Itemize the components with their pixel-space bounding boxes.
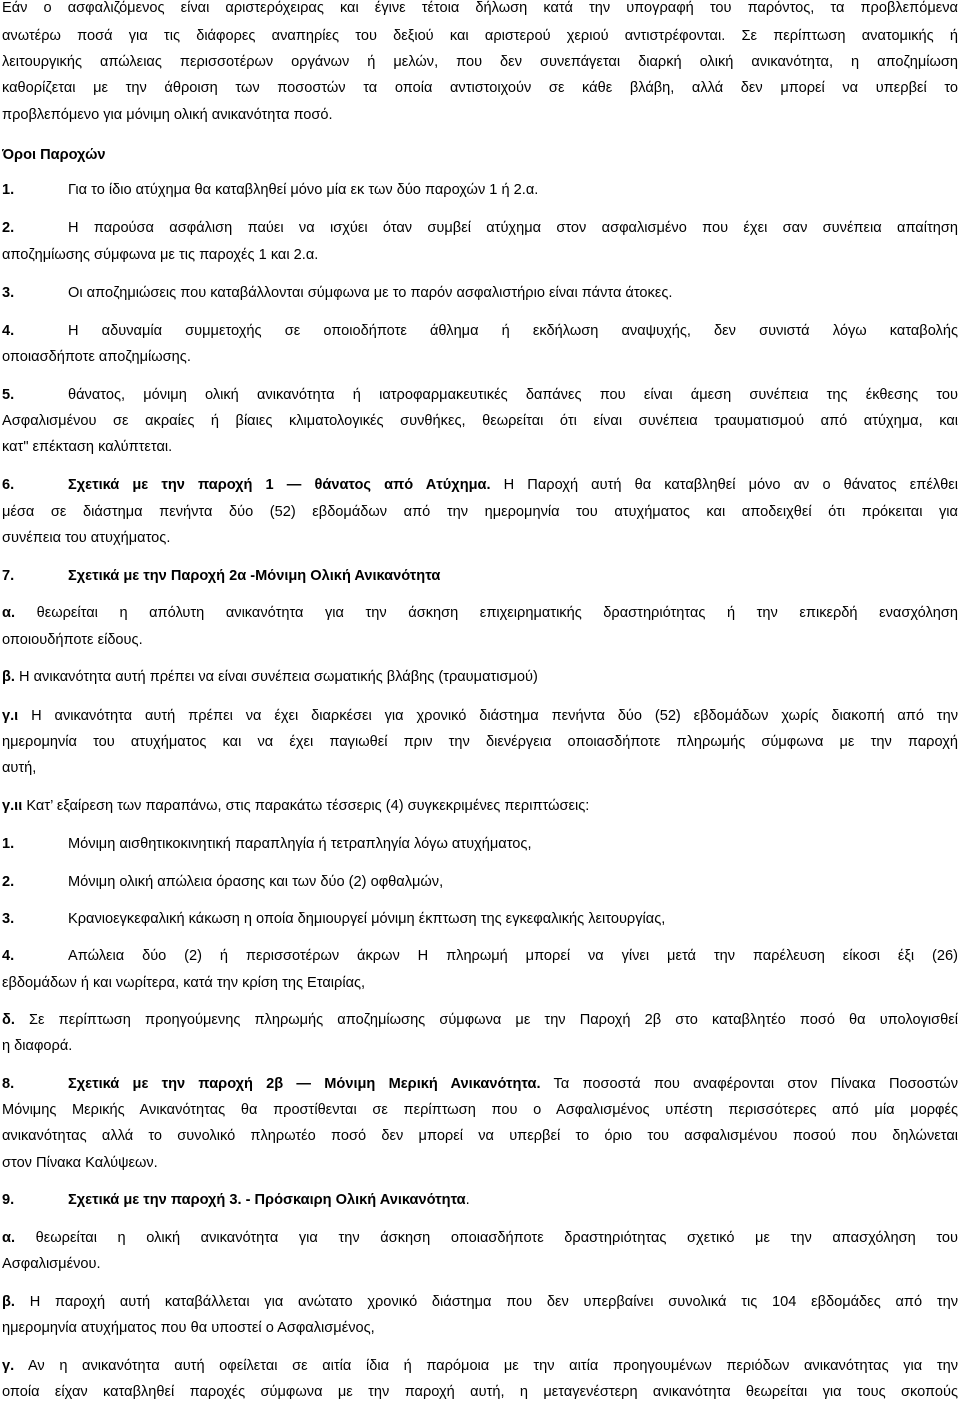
term-5-line-2: Ασφαλισμένου σε ακραίες ή βίαιες κλιματολογικές συνθήκες, θεωρείται ότι είναι συνέπεια τραυματισμού από ατύχημα, και	[2, 413, 958, 429]
term-7-a-line-2: οποιουδήποτε είδους.	[2, 632, 143, 648]
case-3	[2, 909, 958, 929]
case-number: 1.	[2, 836, 15, 852]
term-5	[2, 385, 958, 405]
term-8-line-4: στον Πίνακα Καλύψεων.	[2, 1155, 158, 1171]
intro-line-4: καθορίζεται με την άθροιση των ποσοστών τα οποία αντιστοιχούν σε κάθε βλάβη, αλλά δεν μπορεί να υπερβεί το	[2, 80, 958, 96]
item-text: Αν η ανικανότητα αυτή οφείλεται σε αιτία ίδια ή παρόμοια με την αιτία προηγουμένων περιόδων ανικανότητας για την	[14, 1358, 958, 1374]
term-7	[2, 566, 958, 586]
case-number: 4.	[2, 948, 15, 964]
term-title: Σχετικά με την Παροχή 2α -Μόνιμη Ολική Ανικανότητα	[68, 568, 441, 584]
intro-line-2: ανωτέρω ποσά για τις διάφορες αναπηρίες του δεξιού και αριστερού χεριού αντιστρέφονται. Σε περίπτωση ανατομικής ή	[2, 28, 958, 44]
term-5-line-3: κατ" επέκταση καλύπτεται.	[2, 439, 173, 455]
term-number: 6.	[2, 477, 15, 493]
term-9-a	[2, 1228, 958, 1248]
term-text: θάνατος, μόνιμη ολική ανικανότητα ή ιατροφαρμακευτικές δαπάνες που είναι άμεση συνέπεια της έκθεσης του	[68, 387, 958, 403]
case-4-line-2: εβδομάδων ή και νωρίτερα, κατά την κρίση της Εταιρίας,	[2, 975, 366, 991]
intro-line-5: προβλεπόμενο για μόνιμη ολική ανικανότητα ποσό.	[2, 107, 333, 123]
term-number: 4.	[2, 323, 15, 339]
term-2-line-2: αποζημίωσης σύμφωνα με τις παροχές 1 και 2.α.	[2, 247, 319, 263]
term-8	[2, 1074, 958, 1094]
item-text: Η ανικανότητα αυτή πρέπει να είναι συνέπεια σωματικής βλάβης (τραυματισμού)	[14, 669, 538, 685]
term-7-d	[2, 1010, 958, 1030]
item-label: γ.	[2, 1358, 15, 1374]
term-7-gii	[2, 796, 958, 816]
term-7-gi-line-2: ημερομηνία του ατυχήματος και να έχει παγιωθεί πριν την διενέργεια οποιασδήποτε πληρωμής σύμφωνα με την παροχή	[2, 734, 958, 750]
item-label: α.	[2, 1230, 16, 1246]
term-7-gi-line-3: αυτή,	[2, 760, 37, 776]
case-number: 2.	[2, 874, 15, 890]
item-label: γ.ι	[2, 708, 19, 724]
case-4	[2, 946, 958, 966]
term-title-end: .	[465, 1192, 470, 1208]
term-number: 9.	[2, 1192, 15, 1208]
term-number: 2.	[2, 220, 15, 236]
term-4-line-2: οποιασδήποτε αποζημίωσης.	[2, 349, 191, 365]
term-title: Σχετικά με την παροχή 2β — Μόνιμη Μερική Ανικανότητα.	[68, 1076, 541, 1092]
item-text: θεωρείται η ολική ανικανότητα για την άσκηση οποιασδήποτε δραστηριότητας σχετικό με την απασχόληση του	[15, 1230, 958, 1246]
case-text: Μόνιμη ολική απώλεια όρασης και των δύο (2) οφθαλμών,	[68, 874, 444, 890]
term-text: Τα ποσοστά που αναφέρονται στον Πίνακα Ποσοστών	[540, 1076, 958, 1092]
item-text: Η παροχή αυτή καταβάλλεται για ανώτατο χρονικό διάστημα που δεν υπερβαίνει συνολικά τις 104 εβδομάδες από την	[14, 1294, 958, 1310]
term-9-g-line-2: οποία είχαν καταβληθεί παροχές σύμφωνα με την παροχή αυτή, η μεταγενέστερη ανικανότητα θεωρείται για τους σκοπούς	[2, 1384, 958, 1400]
term-number: 7.	[2, 568, 15, 584]
case-1	[2, 834, 958, 854]
item-label: β.	[2, 669, 15, 685]
term-3	[2, 283, 958, 303]
item-text: Σε περίπτωση προηγούμενης πληρωμής αποζημίωσης σύμφωνα με την Παροχή 2β στο καταβλητέο ποσό θα υπολογισθεί	[14, 1012, 958, 1028]
term-title: Σχετικά με την παροχή 1 — θάνατος από Ατύχημα.	[68, 477, 491, 493]
term-2	[2, 218, 958, 238]
term-text: Η παρούσα ασφάλιση παύει να ισχύει όταν συμβεί ατύχημα στον ασφαλισμένο που έχει σαν συνέπεια απαίτηση	[68, 220, 958, 236]
term-4	[2, 321, 958, 341]
item-text: Κατ’ εξαίρεση των παραπάνω, στις παρακάτω τέσσερις (4) συγκεκριμένες περιπτώσεις:	[22, 798, 590, 814]
term-text: Για το ίδιο ατύχημα θα καταβληθεί μόνο μία εκ των δύο παροχών 1 ή 2.α.	[68, 182, 539, 198]
term-1	[2, 180, 958, 200]
case-number: 3.	[2, 911, 15, 927]
case-2	[2, 872, 958, 892]
case-text: Κρανιοεγκεφαλική κάκωση η οποία δημιουργεί μόνιμη έκπτωση της εγκεφαλικής λειτουργίας,	[68, 911, 666, 927]
term-9-b-line-2: ημερομηνία ατυχήματος που θα υποστεί ο Ασφαλισμένος,	[2, 1320, 375, 1336]
term-6	[2, 475, 958, 495]
term-6-line-3: συνέπεια του ατυχήματος.	[2, 530, 171, 546]
item-text: Η ανικανότητα αυτή πρέπει να έχει διαρκέσει για χρονικό διάστημα πενήντα δύο (52) εβδομάδων χωρίς διακοπή από την	[18, 708, 958, 724]
term-number: 5.	[2, 387, 15, 403]
term-number: 3.	[2, 285, 15, 301]
term-number: 8.	[2, 1076, 15, 1092]
term-9-a-line-2: Ασφαλισμένου.	[2, 1256, 101, 1272]
term-text: Η αδυναμία συμμετοχής σε οποιοδήποτε άθλημα ή εκδήλωση αναψυχής, δεν συνιστά λόγω καταβολής	[68, 323, 958, 339]
term-8-line-3: ανικανότητας αλλά το συνολικό πληρωτέο ποσό δεν μπορεί να υπερβεί το όριο του ασφαλισμένου ποσού που δηλώνεται	[2, 1128, 958, 1144]
item-label: α.	[2, 605, 16, 621]
term-7-a	[2, 603, 958, 623]
section-heading: Όροι Παροχών	[2, 147, 106, 163]
item-label: β.	[2, 1294, 15, 1310]
term-9-b	[2, 1292, 958, 1312]
term-7-d-line-2: η διαφορά.	[2, 1038, 73, 1054]
item-label: δ.	[2, 1012, 15, 1028]
item-label: γ.ιι	[2, 798, 23, 814]
item-text: θεωρείται η απόλυτη ανικανότητα για την άσκηση επιχειρηματικής δραστηριότητας ή την επικερδή ενασχόληση	[15, 605, 958, 621]
intro-line-3: λειτουργικής απώλειας περισσοτέρων οργάνων ή μελών, που δεν συνεπάγεται διαρκή ολική ανικανότητα, η αποζημίωση	[2, 54, 958, 70]
term-9	[2, 1190, 958, 1210]
case-text: Μόνιμη αισθητικοκινητική παραπληγία ή τετραπληγία λόγω ατυχήματος,	[68, 836, 532, 852]
term-9-g	[2, 1356, 958, 1376]
term-6-line-2: μέσα σε διάστημα πενήντα δύο (52) εβδομάδων από την ημερομηνία του ατυχήματος και αποδειχθεί ότι πρόκειται για	[2, 504, 958, 520]
term-8-line-2: Μόνιμης Μερικής Ανικανότητας θα προστίθενται σε περίπτωση που ο Ασφαλισμένος υπέστη περισσότερες από μία μορφές	[2, 1102, 958, 1118]
term-number: 1.	[2, 182, 15, 198]
term-7-gi	[2, 706, 958, 726]
term-7-b	[2, 667, 958, 687]
term-title: Σχετικά με την παροχή 3. - Πρόσκαιρη Ολική Ανικανότητα	[68, 1192, 466, 1208]
term-text: Οι αποζημιώσεις που καταβάλλονται σύμφωνα με το παρόν ασφαλιστήριο είναι πάντα άτοκες.	[68, 285, 673, 301]
case-text: Απώλεια δύο (2) ή περισσοτέρων άκρων Η πληρωμή μπορεί να γίνει μετά την παρέλευση είκοσι έξι (26)	[68, 948, 958, 964]
intro-line-1: Εάν ο ασφαλιζόμενος είναι αριστερόχειρας και έγινε τέτοια δήλωση κατά την υπογραφή του παρόντος, τα προβλεπόμενα	[2, 0, 958, 16]
term-text: Η Παροχή αυτή θα καταβληθεί μόνο αν ο θάνατος επέλθει	[490, 477, 958, 493]
